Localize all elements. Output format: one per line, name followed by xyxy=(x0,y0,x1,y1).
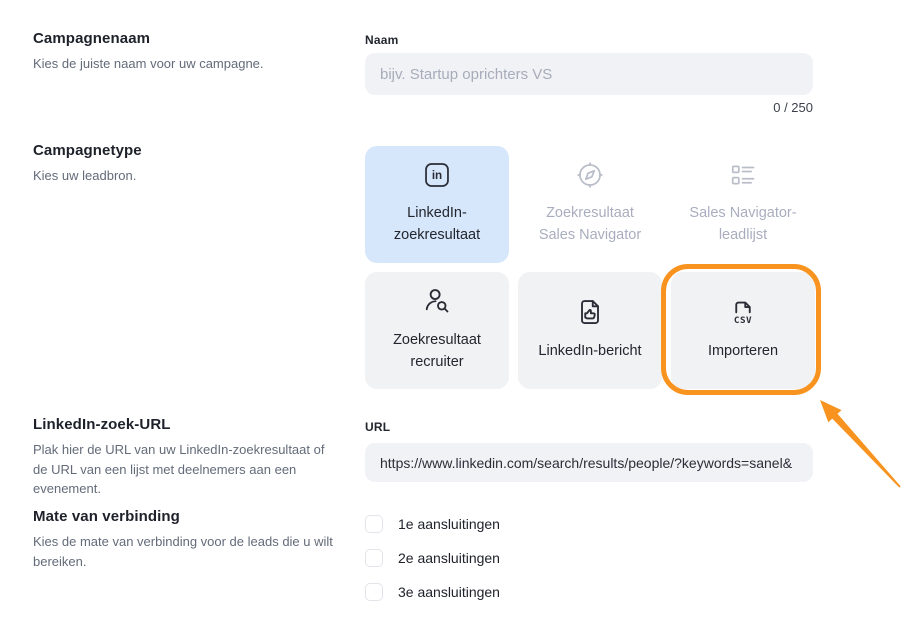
post-document-icon xyxy=(575,297,605,327)
csv-file-icon xyxy=(728,297,758,327)
checkbox-label: 3e aansluitingen xyxy=(398,584,500,600)
checkbox-label: 2e aansluitingen xyxy=(398,550,500,566)
campaign-type-linkedin-zoekresultaat[interactable] xyxy=(365,146,509,263)
section-campaign-name xyxy=(33,30,339,74)
connection-option-2e[interactable] xyxy=(365,549,500,567)
campaign-type-importeren[interactable] xyxy=(671,272,815,389)
checkbox-label: 1e aansluitingen xyxy=(398,516,500,532)
section-campaign-type xyxy=(33,142,339,186)
section-title: Mate van verbinding xyxy=(33,508,180,525)
section-description: Plak hier de URL van uw LinkedIn-zoekresultaat of de URL van een lijst met deelnemers aan een evenement. xyxy=(33,442,325,496)
section-title: Campagnetype xyxy=(33,142,142,159)
checkbox-3e-aansluitingen[interactable] xyxy=(365,583,383,601)
campaign-type-label: Zoekresultaat Sales Navigator xyxy=(538,204,642,243)
svg-text:CSV: CSV xyxy=(733,314,753,326)
connection-option-3e[interactable] xyxy=(365,583,500,601)
checkbox-1e-aansluitingen[interactable] xyxy=(365,515,383,533)
compass-icon xyxy=(576,161,604,189)
campaign-type-label: Sales Navigator-leadlijst xyxy=(689,204,797,243)
section-description: Kies de mate van verbinding voor de leads die u wilt bereiken. xyxy=(33,534,333,569)
person-search-icon xyxy=(422,286,452,316)
name-field-label: Naam xyxy=(365,33,399,47)
campaign-name-input[interactable] xyxy=(365,53,813,95)
section-linkedin-url xyxy=(33,416,339,499)
campaign-type-label: Zoekresultaat recruiter xyxy=(393,331,481,370)
campaign-type-label: Importeren xyxy=(707,342,779,359)
svg-text:in: in xyxy=(431,168,443,182)
campaign-type-grid xyxy=(365,146,815,389)
checklist-icon xyxy=(729,161,757,189)
campaign-type-label: LinkedIn-zoekresultaat xyxy=(393,204,481,243)
campaign-type-sales-navigator-leadlijst[interactable] xyxy=(671,146,815,263)
section-connection-degree xyxy=(33,508,339,571)
section-title: Campagnenaam xyxy=(33,30,151,47)
url-field-label: URL xyxy=(365,420,391,434)
connection-options xyxy=(365,515,500,617)
section-description: Kies de juiste naam voor uw campagne. xyxy=(33,56,264,71)
connection-option-1e[interactable] xyxy=(365,515,500,533)
annotation-arrow-icon xyxy=(808,390,908,492)
campaign-type-linkedin-bericht[interactable] xyxy=(518,272,662,389)
linkedin-url-input[interactable] xyxy=(365,443,813,482)
campaign-type-zoekresultaat-recruiter[interactable] xyxy=(365,272,509,389)
campaign-type-zoekresultaat-sales-navigator[interactable] xyxy=(518,146,662,263)
section-description: Kies uw leadbron. xyxy=(33,168,137,183)
campaign-type-label: LinkedIn-bericht xyxy=(538,342,642,359)
section-title: LinkedIn-zoek-URL xyxy=(33,416,171,433)
linkedin-icon xyxy=(423,161,451,189)
checkbox-2e-aansluitingen[interactable] xyxy=(365,549,383,567)
character-counter: 0 / 250 xyxy=(773,100,813,115)
